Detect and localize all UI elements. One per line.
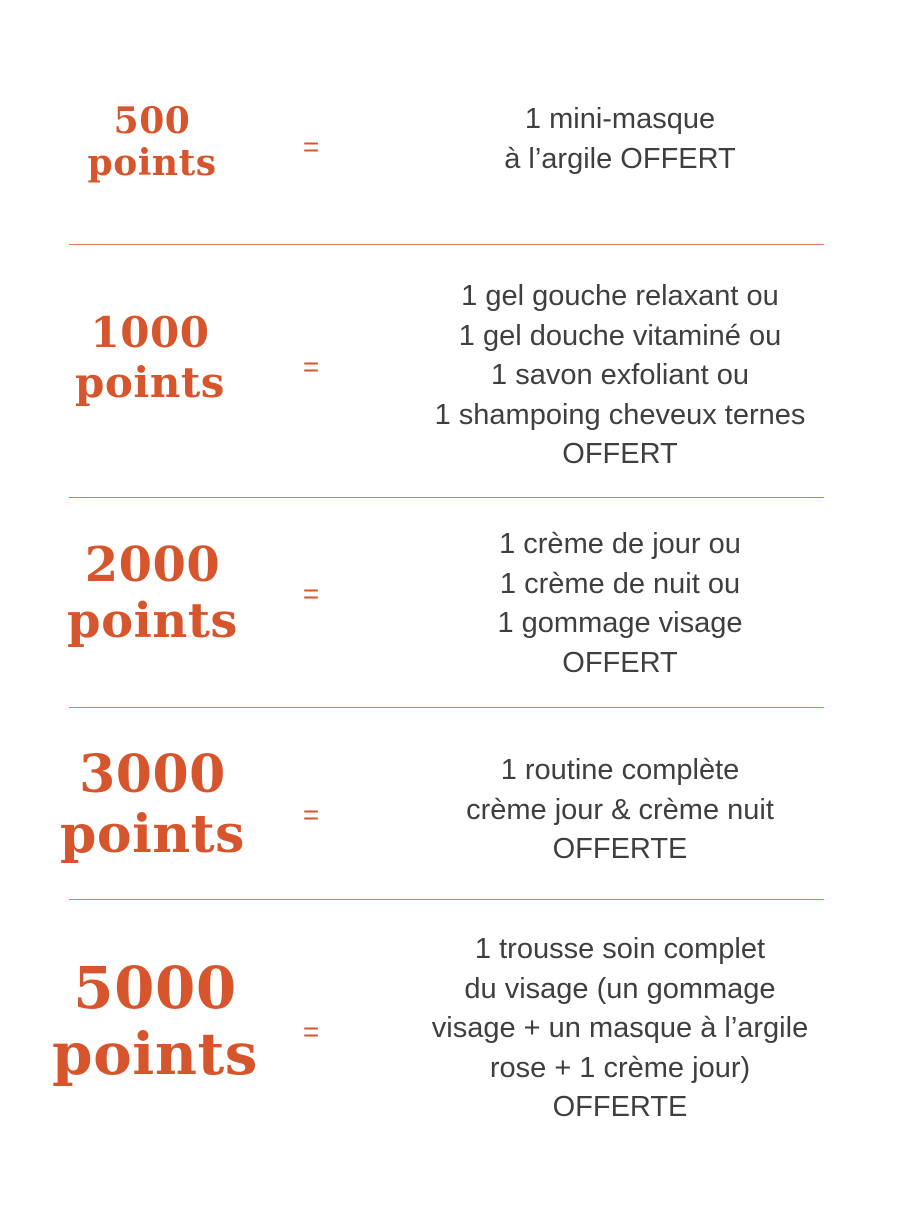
points-unit: points (60, 804, 245, 865)
reward-line: 1 gommage visage (497, 607, 743, 639)
points-number: 1000 (90, 308, 210, 357)
reward-line: à l’argile OFFERT (504, 142, 736, 175)
equals-sign: = (302, 1016, 320, 1047)
reward-line: 1 gel gouche relaxant ou (461, 280, 779, 312)
tier-500-points (72, 100, 232, 184)
points-unit: points (87, 142, 217, 184)
reward-line: crème jour & crème nuit (466, 793, 774, 826)
equals-sign: = (302, 351, 320, 382)
reward-line: 1 routine complète (500, 754, 740, 786)
reward-line: OFFERTE (552, 1091, 688, 1123)
tier-1000-reward (390, 277, 850, 475)
reward-line: 1 trousse soin complet (474, 933, 766, 965)
reward-line: OFFERT (562, 438, 678, 470)
points-number: 3000 (79, 744, 226, 805)
reward-line: visage + un masque à l’argile (431, 1012, 809, 1044)
points-unit: points (52, 1020, 258, 1088)
tier-3000-reward (390, 751, 850, 870)
reward-line: 1 shampoing cheveux ternes (434, 398, 806, 431)
reward-line: 1 crème de jour ou (499, 528, 741, 560)
reward-line: 1 savon exfoliant ou (491, 359, 749, 391)
reward-line: 1 crème de nuit ou (499, 567, 741, 600)
reward-line: 1 mini-masque (524, 103, 716, 135)
tier-3000-points (50, 745, 255, 865)
tier-5000-points (45, 955, 265, 1087)
divider (69, 899, 824, 900)
reward-line: OFFERT (562, 646, 678, 679)
divider (69, 244, 824, 245)
equals-sign: = (302, 799, 320, 830)
divider (69, 707, 824, 708)
points-number: 500 (113, 100, 191, 142)
reward-line: 1 gel douche vitaminé ou (458, 319, 782, 352)
equals-sign: = (302, 131, 320, 162)
points-unit: points (67, 593, 238, 649)
points-unit: points (75, 358, 225, 407)
tier-1000-points (60, 308, 240, 408)
equals-sign: = (302, 578, 320, 609)
tier-2000-reward (390, 525, 850, 683)
tier-5000-reward (390, 930, 850, 1128)
divider (69, 497, 824, 498)
reward-line: du visage (un gommage (464, 972, 776, 1005)
tier-500-reward (390, 100, 850, 179)
points-number: 2000 (84, 537, 221, 593)
reward-line: OFFERTE (552, 833, 688, 865)
points-number: 5000 (73, 954, 237, 1022)
reward-line: rose + 1 crème jour) (489, 1051, 751, 1084)
tier-2000-points (55, 537, 250, 649)
